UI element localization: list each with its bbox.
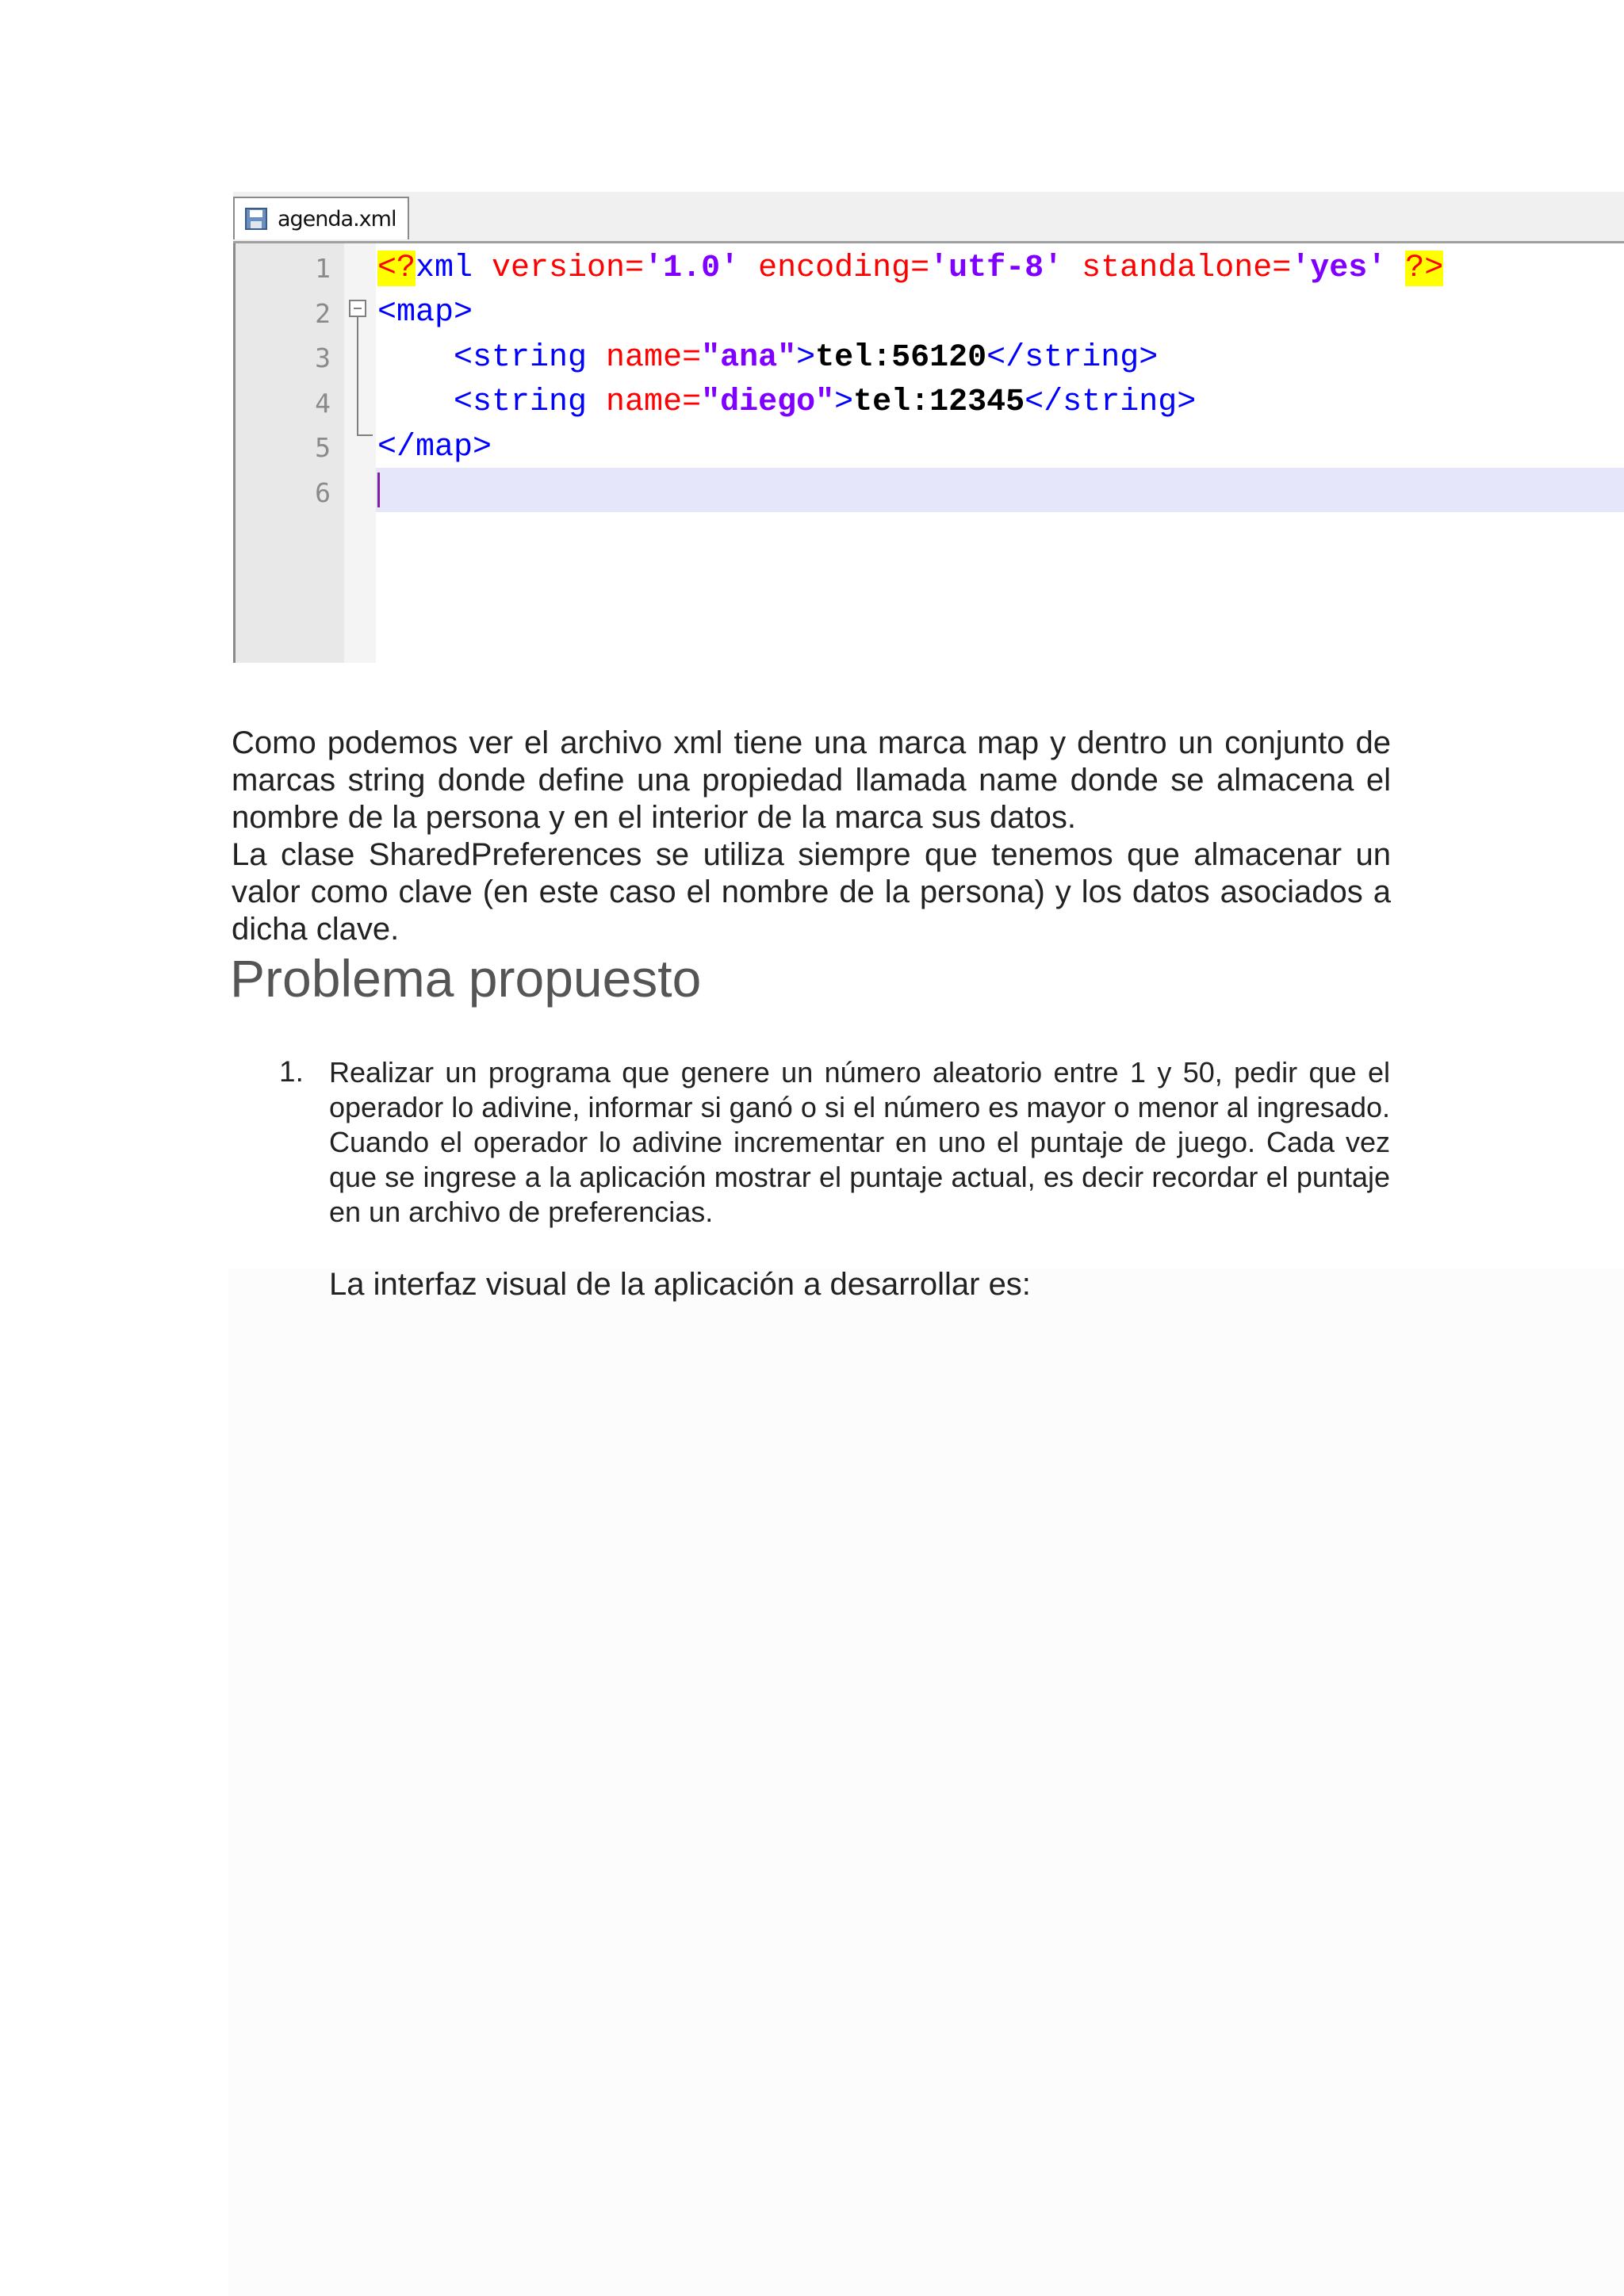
- xml-tag-string-close: </string>: [1025, 385, 1197, 420]
- xml-attr-encoding: encoding=: [739, 251, 930, 286]
- text-caret: [377, 473, 380, 507]
- code-text-area[interactable]: [376, 243, 1624, 663]
- code-line-4: [377, 383, 1196, 423]
- line-number: 1: [315, 253, 331, 284]
- fold-collapse-icon[interactable]: [349, 300, 366, 317]
- code-line-1: [377, 249, 1443, 289]
- code-editor-screenshot: [233, 192, 1624, 663]
- list-item-text: Realizar un programa que genere un número aleatorio entre 1 y 50, pedir que el operador lo adivine, informar si ganó o si el número es mayor o menor al ingresado. Cuando el operador lo adivine incrementar en uno el puntaje de juego. Cada vez que se ingrese a la aplicación mostrar el puntaje actual, es decir recordar el puntaje en un archivo de preferencias.: [329, 1056, 1390, 1228]
- xml-value-standalone: 'yes': [1291, 251, 1387, 286]
- xml-value-version: '1.0': [644, 251, 740, 286]
- section-heading: Problema propuesto: [230, 949, 702, 1008]
- xml-pi-close: ?>: [1405, 251, 1444, 286]
- xml-attr-name: name=: [587, 340, 702, 376]
- xml-pi-open: <?: [377, 251, 416, 286]
- xml-value-encoding: 'utf-8': [929, 251, 1063, 286]
- interface-intro-text: La interfaz visual de la aplicación a desarrollar es:: [329, 1267, 1031, 1302]
- xml-tag-string-open: <string: [454, 340, 588, 376]
- indent: [377, 340, 454, 376]
- line-number: 4: [315, 388, 331, 419]
- line-number: 5: [315, 432, 331, 463]
- editor-tab-bar: [233, 192, 1624, 243]
- xml-attr-name: name=: [587, 385, 702, 420]
- line-number: 3: [315, 342, 331, 373]
- xml-bracket: >: [796, 340, 816, 376]
- xml-keyword: xml: [416, 251, 492, 286]
- save-disk-icon: [244, 207, 268, 231]
- xml-value-name: "ana": [701, 340, 797, 376]
- fold-guide-end: [357, 434, 373, 436]
- xml-tag-map-close: </map>: [377, 430, 492, 465]
- code-line-5: [377, 428, 492, 468]
- xml-text-content: tel:56120: [815, 340, 987, 376]
- xml-tag-string-close: </string>: [986, 340, 1159, 376]
- xml-tag-string-open: <string: [454, 385, 588, 420]
- xml-attr-version: version=: [492, 251, 645, 286]
- xml-bracket: >: [834, 385, 854, 420]
- line-number: 6: [315, 477, 331, 508]
- paragraph-xml-explanation: Como podemos ver el archivo xml tiene una marca map y dentro un conjunto de marcas string donde define una propiedad llamada name donde se almacena el nombre de la persona y en el interior de la marca sus datos.: [232, 725, 1391, 835]
- line-number: 2: [315, 298, 331, 329]
- tab-label: agenda.xml: [278, 206, 396, 232]
- tab-agenda-xml[interactable]: [233, 197, 409, 239]
- xml-tag-map-open: <map>: [377, 295, 473, 331]
- page-background-shade: [228, 1269, 1624, 2296]
- current-line-highlight: [376, 468, 1624, 512]
- indent: [377, 385, 454, 420]
- xml-value-name: "diego": [701, 385, 835, 420]
- xml-text-content: tel:12345: [853, 385, 1025, 420]
- list-item-number: 1.: [279, 1055, 304, 1088]
- code-line-3: [377, 339, 1158, 378]
- xml-attr-standalone: standalone=: [1063, 251, 1292, 286]
- fold-guide-line: [357, 317, 358, 436]
- paragraph-sharedpreferences: La clase SharedPreferences se utiliza siempre que tenemos que almacenar un valor como clave (en este caso el nombre de la persona) y los datos asociados a dicha clave.: [232, 837, 1391, 947]
- code-line-2: [377, 293, 473, 333]
